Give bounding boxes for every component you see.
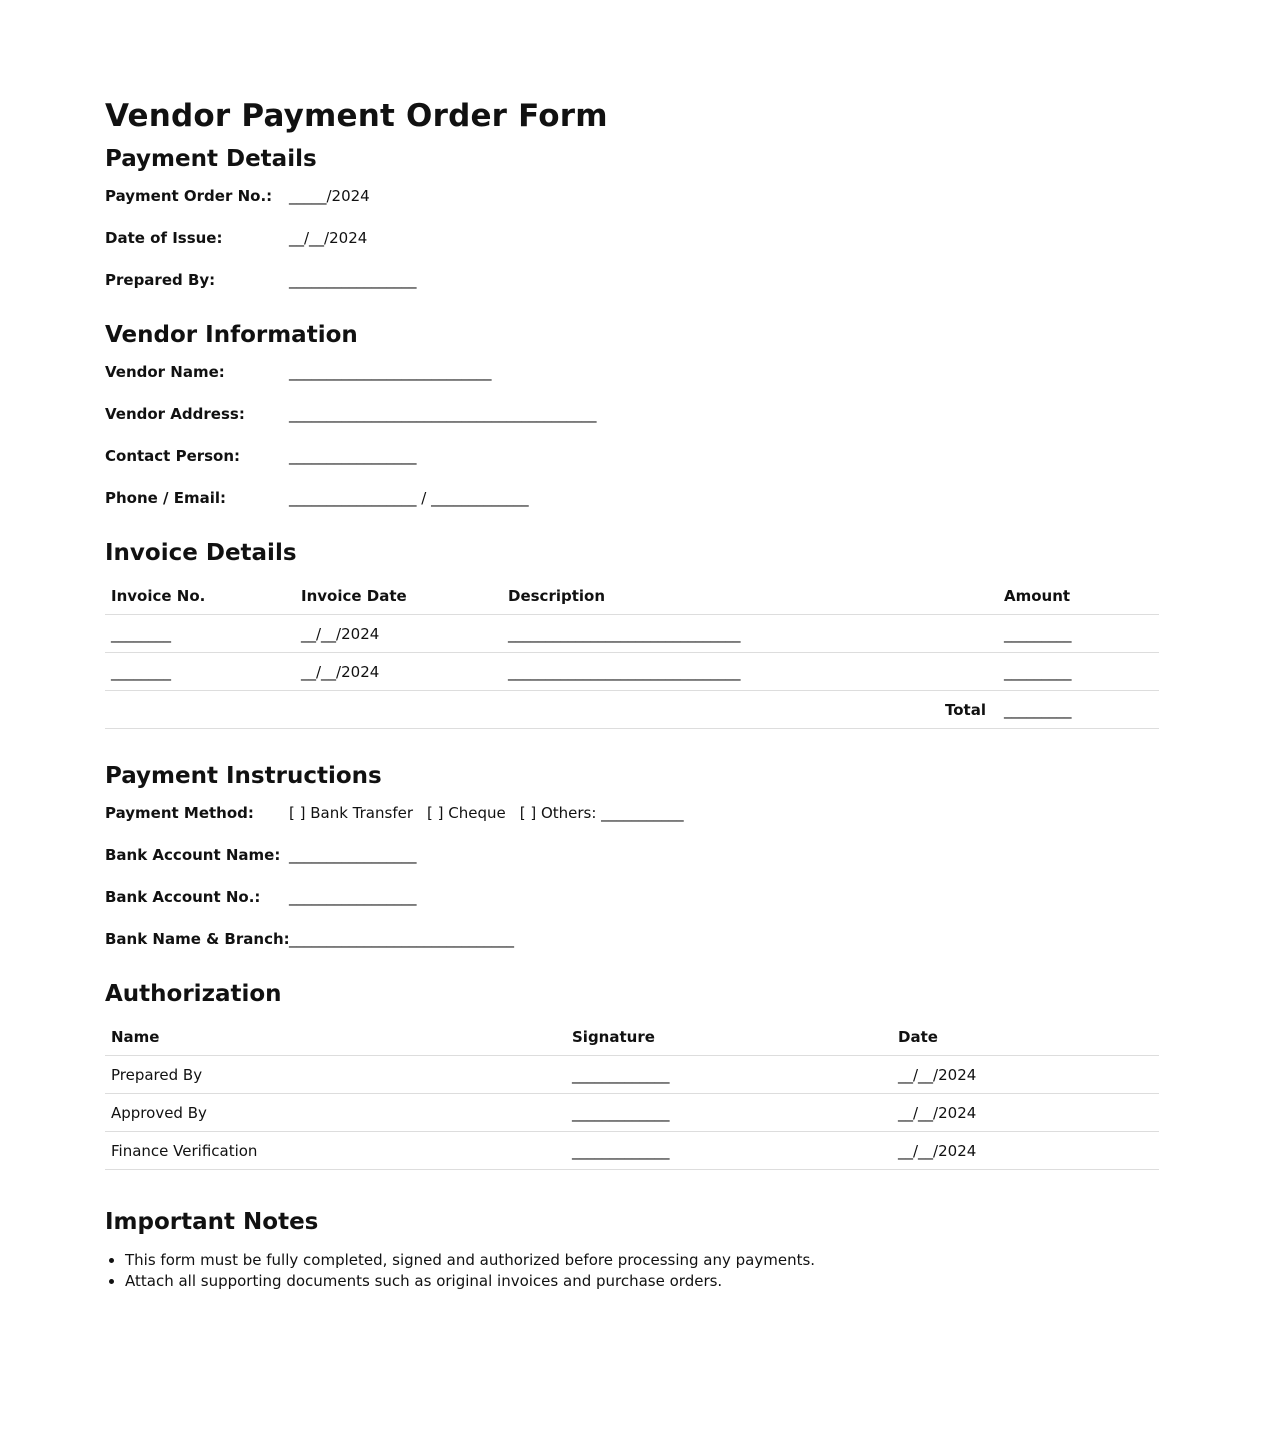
invoice-details-section: [105, 538, 1159, 729]
table-row: [105, 1094, 1159, 1132]
authorization-section: [105, 979, 1159, 1170]
vendor-address-field[interactable]: _________________________________________: [289, 405, 597, 423]
section-heading-important-notes: Important Notes: [105, 1209, 319, 1235]
column-header-description: Description: [502, 577, 998, 615]
authorization-table: [105, 1018, 1159, 1170]
list-item: • This form must be fully completed, signed and authorized before processing any payments.: [125, 1250, 1159, 1271]
invoice-no-cell[interactable]: ________: [105, 653, 295, 691]
field-label: Bank Name & Branch:: [105, 930, 290, 948]
others-checkbox[interactable]: [ ] Others: ___________: [519, 804, 684, 822]
description-cell[interactable]: _______________________________: [502, 653, 998, 691]
column-header-amount: Amount: [998, 577, 1159, 615]
cheque-checkbox[interactable]: [ ] Cheque: [427, 804, 506, 822]
field-row-phone-email: [105, 477, 1159, 519]
field-label: Vendor Address:: [105, 405, 245, 423]
total-label: Total: [105, 691, 998, 729]
vendor-information-section: [105, 320, 1159, 519]
field-label: Bank Account Name:: [105, 846, 281, 864]
invoice-table: [105, 577, 1159, 729]
amount-cell[interactable]: _________: [998, 653, 1159, 691]
payment-instructions-section: [105, 761, 1159, 960]
field-label: Phone / Email:: [105, 489, 227, 507]
payment-order-no-field[interactable]: _____/2024: [289, 187, 370, 205]
field-row-payment-order-no: [105, 175, 1159, 217]
role-name-cell: Approved By: [105, 1094, 566, 1132]
field-label: Payment Method:: [105, 804, 254, 822]
bank-account-no-field[interactable]: _________________: [289, 888, 417, 906]
field-row-payment-method: [105, 792, 1159, 834]
field-row-bank-account-no: [105, 876, 1159, 918]
invoice-date-cell[interactable]: __/__/2024: [295, 653, 502, 691]
document-title: Vendor Payment Order Form: [105, 98, 608, 134]
field-row-date-of-issue: [105, 217, 1159, 259]
date-cell[interactable]: __/__/2024: [892, 1094, 1159, 1132]
important-notes-section: [105, 1207, 1159, 1292]
notes-list: [105, 1250, 1159, 1292]
invoice-table-header-row: [105, 577, 1159, 615]
field-label: Payment Order No.:: [105, 187, 273, 205]
date-cell[interactable]: __/__/2024: [892, 1056, 1159, 1094]
contact-person-field[interactable]: _________________: [289, 447, 417, 465]
column-header-signature: Signature: [566, 1018, 892, 1056]
column-header-invoice-no: Invoice No.: [105, 577, 295, 615]
field-row-prepared-by: [105, 259, 1159, 301]
field-row-bank-account-name: [105, 834, 1159, 876]
bank-account-name-field[interactable]: _________________: [289, 846, 417, 864]
column-header-name: Name: [105, 1018, 566, 1056]
invoice-total-row: [105, 691, 1159, 729]
signature-cell[interactable]: _____________: [566, 1094, 892, 1132]
field-label: Bank Account No.:: [105, 888, 261, 906]
field-label: Contact Person:: [105, 447, 241, 465]
table-row: [105, 653, 1159, 691]
table-row: [105, 615, 1159, 653]
field-row-bank-name-branch: [105, 918, 1159, 960]
total-amount-cell[interactable]: _________: [998, 691, 1159, 729]
bank-transfer-checkbox[interactable]: [ ] Bank Transfer: [289, 804, 413, 822]
bank-name-branch-field[interactable]: ______________________________: [289, 930, 514, 948]
document: [105, 96, 1159, 1300]
invoice-no-cell[interactable]: ________: [105, 615, 295, 653]
date-of-issue-field[interactable]: __/__/2024: [289, 229, 368, 247]
date-cell[interactable]: __/__/2024: [892, 1132, 1159, 1170]
role-name-cell: Finance Verification: [105, 1132, 566, 1170]
section-heading-authorization: Authorization: [105, 981, 282, 1007]
description-cell[interactable]: _______________________________: [502, 615, 998, 653]
section-heading-payment-details: Payment Details: [105, 146, 317, 172]
field-row-vendor-name: [105, 351, 1159, 393]
table-row: [105, 1056, 1159, 1094]
field-label: Date of Issue:: [105, 229, 223, 247]
payment-details-section: [105, 144, 1159, 301]
section-heading-vendor-information: Vendor Information: [105, 322, 358, 348]
amount-cell[interactable]: _________: [998, 615, 1159, 653]
signature-cell[interactable]: _____________: [566, 1132, 892, 1170]
field-row-vendor-address: [105, 393, 1159, 435]
field-label: Prepared By:: [105, 271, 216, 289]
section-heading-payment-instructions: Payment Instructions: [105, 763, 382, 789]
vendor-name-field[interactable]: ___________________________: [289, 363, 492, 381]
phone-email-field[interactable]: _________________ / _____________: [289, 489, 529, 507]
field-label: Vendor Name:: [105, 363, 225, 381]
column-header-date: Date: [892, 1018, 1159, 1056]
column-header-invoice-date: Invoice Date: [295, 577, 502, 615]
signature-cell[interactable]: _____________: [566, 1056, 892, 1094]
list-item: • Attach all supporting documents such as original invoices and purchase orders.: [125, 1271, 1159, 1292]
prepared-by-field[interactable]: _________________: [289, 271, 417, 289]
payment-method-options: [289, 804, 684, 822]
authorization-table-header-row: [105, 1018, 1159, 1056]
invoice-date-cell[interactable]: __/__/2024: [295, 615, 502, 653]
field-row-contact-person: [105, 435, 1159, 477]
table-row: [105, 1132, 1159, 1170]
role-name-cell: Prepared By: [105, 1056, 566, 1094]
section-heading-invoice-details: Invoice Details: [105, 540, 297, 566]
